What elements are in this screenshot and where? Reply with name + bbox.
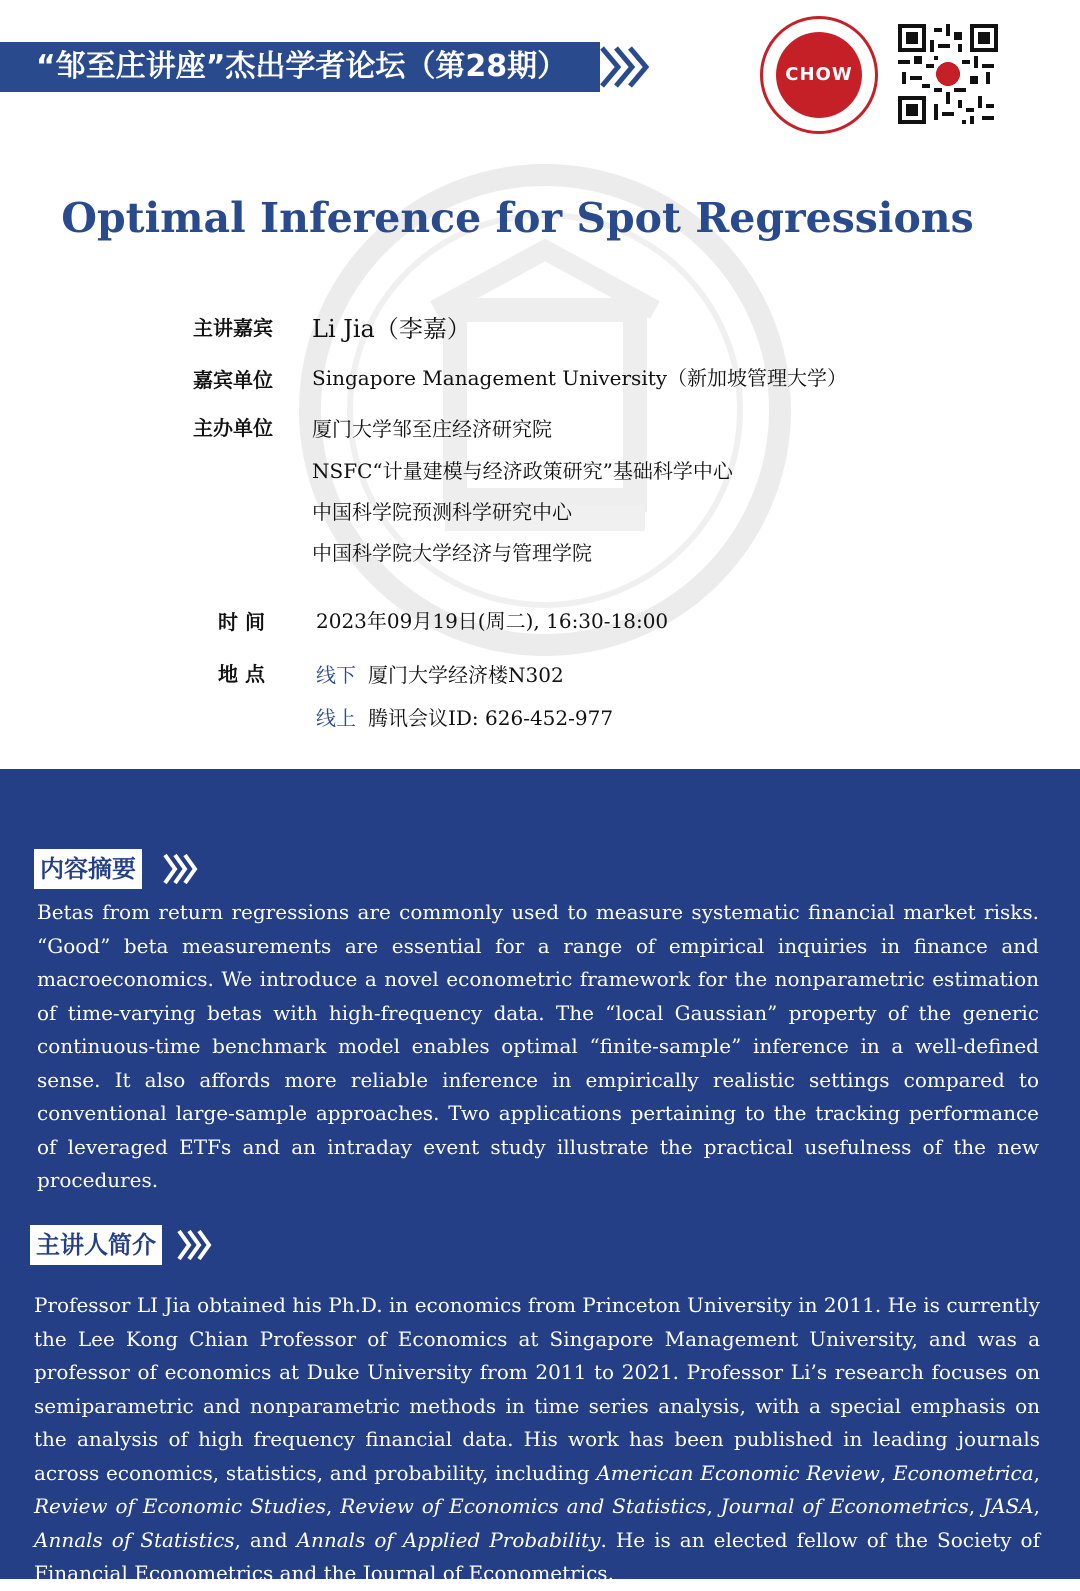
chevrons-right-icon (598, 42, 658, 92)
chevrons-right-icon (176, 1227, 216, 1263)
offline-location (316, 659, 564, 688)
journal-title: American Economic Review (596, 1460, 880, 1485)
chevrons-right-icon (162, 851, 202, 887)
online-location (316, 702, 613, 731)
bio-heading-label: 主讲人简介 (30, 1225, 162, 1265)
offline-mode-label: 线下 (316, 663, 356, 687)
separator: , (879, 1460, 893, 1485)
forum-banner (0, 42, 600, 92)
affiliation-label: 嘉宾单位 (193, 368, 273, 392)
time-label: 时 间 (218, 610, 265, 634)
bio-heading (30, 1225, 230, 1265)
online-mode-label: 线上 (316, 706, 356, 730)
bio-text (34, 1289, 1040, 1591)
bio-text-end: . He is an elected fellow of the Society of Financial Econometrics and the Journal of Econometrics. (34, 1527, 1040, 1585)
separator: , (968, 1494, 984, 1518)
organizer-item: 厦门大学邹至庄经济研究院 (312, 417, 552, 441)
journal-title: Annals of Statistics (34, 1527, 235, 1552)
speaker-label: 主讲嘉宾 (193, 316, 273, 340)
separator: , and (234, 1527, 297, 1552)
online-meeting-id: 腾讯会议ID: 626-452-977 (368, 706, 614, 730)
speaker-value: Li Jia（李嘉） (312, 315, 471, 343)
bio-text-intro: Professor LI Jia obtained his Ph.D. in economics from Princeton University in 2011. He is currently the Lee Kong Chian Professor of Economics at Singapore Management University, and was a professor of economics at Duke University from 2011 to 2021. Professor Li’s research focuses on semiparametric and nonparametric methods in time series analysis, with a special emphasis on the analysis of high frequency financial data. His work has been published in leading journals across economics, statistics, and probability, including (34, 1293, 1040, 1485)
organizer-item: 中国科学院大学经济与管理学院 (312, 541, 592, 565)
journal-title: Econometrica (892, 1460, 1034, 1485)
abstract-heading-label: 内容摘要 (34, 849, 142, 889)
qr-code-icon[interactable] (898, 24, 998, 124)
time-value: 2023年09月19日(周二), 16:30-18:00 (316, 609, 669, 633)
place-label: 地 点 (218, 662, 265, 686)
separator: , (326, 1494, 341, 1518)
offline-location-value: 厦门大学经济楼N302 (368, 663, 564, 687)
organizer-label: 主办单位 (193, 416, 273, 440)
abstract-heading (34, 849, 214, 889)
organizer-item: NSFC“计量建模与经济政策研究”基础科学中心 (312, 459, 733, 483)
separator: , (706, 1494, 721, 1518)
details-section (0, 769, 1080, 1585)
banner-title: “邹至庄讲座”杰出学者论坛（第28期） (36, 49, 568, 84)
affiliation-value: Singapore Management University（新加坡管理大学） (312, 366, 848, 390)
separator: , (1033, 1460, 1040, 1485)
journal-title: Review of Economic Studies (34, 1494, 327, 1518)
organizer-item: 中国科学院预测科学研究中心 (312, 500, 572, 524)
talk-title: Optimal Inference for Spot Regressions (61, 194, 974, 242)
abstract-text: Betas from return regressions are commonly used to measure systematic financial market risks. “Good” beta measurements are essential for a range of empirical inquiries in finance and macroeconomics. We introduce a novel econometric framework for the nonparametric estimation of time-varying betas with high-frequency data. The “local Gaussian” property of the generic continuous-time benchmark model enables optimal “finite-sample” inference in a well-defined sense. It also affords more reliable inference in empirically realistic settings compared to conventional large-sample approaches. Two applications pertaining to the tracking performance of leveraged ETFs and an intraday event study illustrate the practical usefulness of the new procedures. (37, 900, 1039, 1192)
journal-title: Annals of Applied Probability (296, 1527, 601, 1552)
journal-title: Review of Economics and Statistics (340, 1494, 707, 1518)
logo-text: CHOW (776, 32, 862, 118)
institute-logo (760, 16, 878, 134)
journal-title: JASA (983, 1494, 1034, 1518)
separator: , (1033, 1494, 1040, 1518)
journal-title: Journal of Econometrics (720, 1494, 969, 1518)
